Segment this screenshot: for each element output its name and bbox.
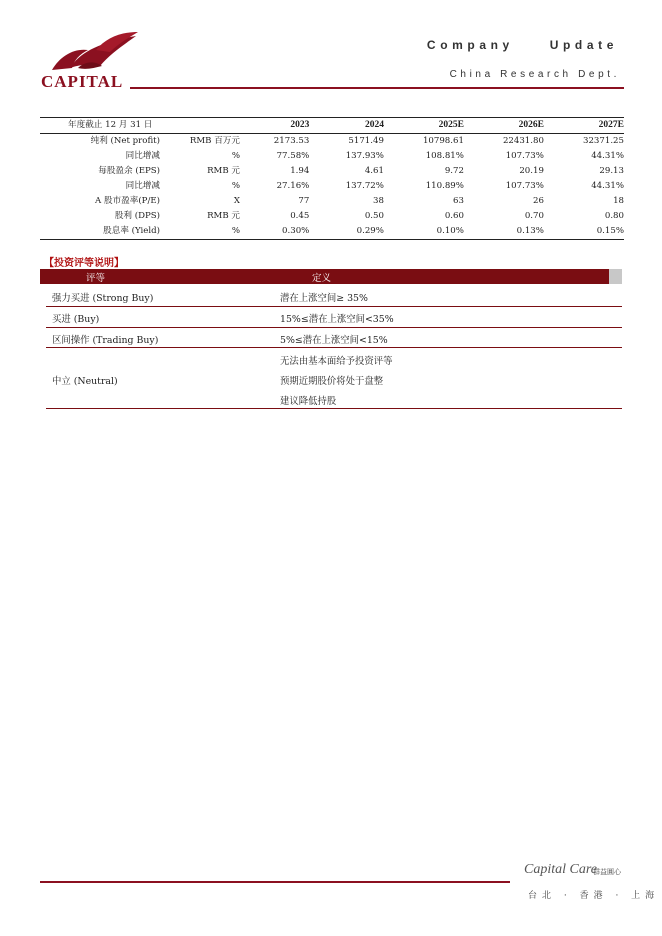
row-unit: % [231, 181, 240, 191]
cell-value: 0.45 [290, 211, 310, 221]
row-unit: % [162, 224, 240, 240]
year-header: 2026E [464, 118, 544, 134]
cell-value: 110.89% [425, 181, 464, 191]
table-row [40, 149, 624, 164]
cell-value: 0.70 [524, 211, 544, 221]
rating-definition: 建议降低持股 [280, 396, 337, 407]
table-row [40, 134, 624, 150]
logo-wordmark: CAPITAL [41, 72, 124, 91]
cell-value: 107.73% [505, 151, 544, 161]
row-label: 纯利 (Net profit) [90, 136, 160, 146]
row-unit: RMB 百万元 [189, 136, 240, 146]
cell-value: 5171.49 [348, 136, 384, 146]
row-label: A 股市盈率(P/E) [95, 196, 160, 206]
cell-value: 0.13% [464, 224, 544, 240]
row-unit: % [231, 151, 240, 161]
cell-value: 137.72% [345, 181, 384, 191]
rating-definition: 潜在上涨空间≥ 35% [280, 293, 368, 304]
rating-name: 区间操作 (Trading Buy) [52, 335, 159, 346]
department-subtitle: China Research Dept. [449, 69, 620, 80]
cell-value: 10798.61 [422, 136, 464, 146]
table-row [40, 209, 624, 224]
header-divider [130, 87, 624, 89]
rating-definition: 预期近期股价将处于盘整 [280, 376, 384, 387]
rating-definition: 5%≤潜在上涨空间<15% [280, 335, 388, 346]
row-label: 股息率 (Yield) [40, 224, 162, 240]
cell-value: 77 [298, 196, 310, 206]
rating-name: 买进 (Buy) [52, 314, 100, 325]
rating-row [46, 328, 622, 348]
row-unit: RMB 元 [207, 166, 240, 176]
rating-row [46, 348, 622, 409]
cell-value: 1.94 [290, 166, 310, 176]
year-header: 2024 [309, 118, 384, 134]
row-unit: X [233, 196, 240, 206]
cell-value: 22431.80 [502, 136, 544, 146]
row-unit: RMB 元 [207, 211, 240, 221]
cell-value: 4.61 [364, 166, 384, 176]
rating-definition: 15%≤潜在上涨空间<35% [280, 314, 394, 325]
rating-definition: 无法由基本面给予投资评等 [280, 356, 393, 367]
table-row [40, 224, 624, 240]
year-header: 2027E [544, 118, 624, 134]
cell-value: 26 [533, 196, 544, 206]
rating-section-title: 【投资评等说明】 [44, 258, 124, 269]
year-header: 2025E [384, 118, 464, 134]
cell-value: 44.31% [591, 151, 624, 161]
cell-value: 137.93% [345, 151, 384, 161]
definition-column-header: 定义 [312, 273, 332, 284]
cell-value: 32371.25 [582, 136, 624, 146]
cell-value: 63 [453, 196, 464, 206]
rating-row [46, 286, 622, 307]
row-label: 同比增减 [125, 181, 160, 191]
rating-column-header: 评等 [86, 273, 106, 284]
footer-brand-chinese: 群益圓心 [593, 868, 621, 876]
rating-row [46, 307, 622, 328]
cell-value: 0.10% [384, 224, 464, 240]
cell-value: 0.80 [604, 211, 624, 221]
cell-value: 27.16% [276, 181, 310, 191]
cell-value: 44.31% [591, 181, 624, 191]
cell-value: 9.72 [444, 166, 464, 176]
cell-value: 0.50 [364, 211, 384, 221]
cell-value: 107.73% [505, 181, 544, 191]
rating-name: 中立 (Neutral) [52, 376, 118, 387]
cell-value: 20.19 [519, 166, 544, 176]
table-row [40, 179, 624, 194]
cell-value: 77.58% [276, 151, 310, 161]
cell-value: 29.13 [599, 166, 624, 176]
row-label: 股利 (DPS) [114, 211, 160, 221]
table-row [40, 194, 624, 209]
cell-value: 0.30% [240, 224, 309, 240]
report-type-title: Company Update [426, 38, 618, 52]
period-label: 年度截止 12 月 31 日 [40, 118, 240, 134]
cell-value: 18 [613, 196, 624, 206]
row-label: 每股盈余 (EPS) [98, 166, 160, 176]
footer-brand-logo: Capital Care [524, 862, 597, 877]
cell-value: 38 [373, 196, 384, 206]
financial-forecast-table [40, 117, 624, 240]
cell-value: 108.81% [425, 151, 464, 161]
footer-divider [40, 881, 510, 883]
footer-cities: 台北 · 香港 · 上海 [528, 891, 660, 901]
cell-value: 0.29% [309, 224, 384, 240]
cell-value: 2173.53 [273, 136, 310, 146]
table-row [40, 164, 624, 179]
rating-header-end-block [609, 269, 622, 284]
rating-name: 强力买进 (Strong Buy) [52, 293, 154, 304]
table-header-row [40, 118, 624, 134]
cell-value: 0.60 [444, 211, 464, 221]
row-label: 同比增减 [125, 151, 160, 161]
year-header: 2023 [240, 118, 309, 134]
cell-value: 0.15% [544, 224, 624, 240]
